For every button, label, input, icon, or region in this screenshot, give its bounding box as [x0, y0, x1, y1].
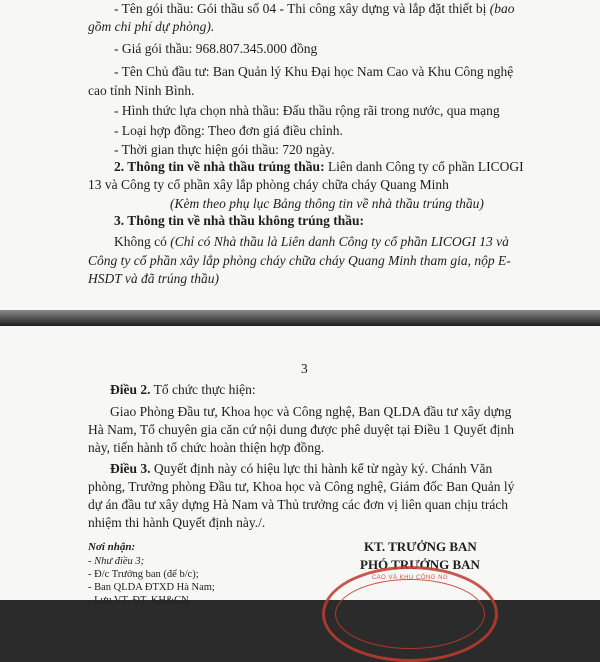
- article2-title: Tổ chức thực hiện:: [150, 382, 256, 397]
- article3-line-2: phòng, Trưởng phòng Đầu tư, Khoa học và Công nghệ, Giám đốc Ban Quản lý: [88, 479, 515, 494]
- recipient-item: - Ban QLDA ĐTXD Hà Nam;: [88, 582, 215, 593]
- section2-heading: 2. Thông tin về nhà thầu trúng thầu:: [114, 159, 325, 174]
- article3-line-1: [110, 460, 492, 478]
- page-number: 3: [301, 361, 308, 376]
- article3-heading: Điều 3.: [110, 461, 151, 476]
- package-name-text: - Tên gói thầu: Gói thầu số 04 - Thi công xây dựng và lắp đặt thiết bị: [114, 1, 490, 16]
- page-gap: [0, 310, 600, 326]
- article3-text: Quyết định này có hiệu lực thi hành kể từ ngày ký. Chánh Văn: [150, 461, 493, 476]
- section3-heading: 3. Thông tin về nhà thầu không trúng thầu:: [114, 213, 364, 228]
- official-seal: [322, 566, 498, 662]
- package-name-italic: (bao: [489, 1, 515, 16]
- recipient-item: - Như điều 3;: [88, 556, 145, 567]
- section2-text: Liên danh Công ty cổ phần LICOGI: [324, 159, 524, 174]
- signature-title-1: KT. TRƯỞNG BAN: [364, 539, 477, 554]
- article2-para-1: Giao Phòng Đầu tư, Khoa học và Công nghệ, Ban QLDA đầu tư xây dựng: [110, 404, 512, 419]
- package-price: - Giá gói thầu: 968.807.345.000 đồng: [114, 41, 318, 56]
- section2-line-2: 13 và Công ty cổ phần xây lắp phòng cháy chữa cháy Quang Minh: [88, 177, 449, 192]
- section3-note: (Chỉ có Nhà thầu là Liên danh Công ty cổ phần LICOGI 13 và: [170, 234, 509, 249]
- section3-line-1: [114, 233, 509, 251]
- article3-line-3: dự án đầu tư xây dựng Hà Nam và Thủ trưởng các đơn vị liên quan chịu trách: [88, 497, 509, 512]
- section3-line-2: Công ty cổ phần xây lắp phòng cháy chữa cháy Quang Minh tham gia, nộp E-: [88, 253, 511, 268]
- section3-none: Không có: [114, 234, 171, 249]
- document-page-top: [0, 0, 600, 310]
- section2-line-1: [114, 158, 524, 176]
- article3-line-4: nhiệm thi hành Quyết định này./.: [88, 515, 266, 530]
- recipient-item: - Đ/c Trưởng ban (để b/c);: [88, 569, 199, 580]
- seal-inner-ring: [335, 579, 485, 649]
- investor-line-2: cao tỉnh Ninh Bình.: [88, 83, 195, 98]
- selection-method: - Hình thức lựa chọn nhà thầu: Đấu thầu rộng rãi trong nước, qua mạng: [114, 103, 500, 118]
- package-name-line-2: gồm chi phí dự phòng).: [88, 19, 215, 34]
- section3-line-3: HSDT và đã trúng thầu): [88, 271, 220, 286]
- document-page-bottom: [0, 326, 600, 606]
- article2-heading: Điều 2.: [110, 382, 151, 397]
- recipients-title: Nơi nhận:: [88, 541, 136, 553]
- section2-attachment: (Kèm theo phụ lục Bảng thông tin về nhà thầu trúng thầu): [170, 196, 484, 211]
- article2-para-2: Hà Nam, Tổ chuyên gia căn cứ nội dung được phê duyệt tại Điều 1 Quyết định: [88, 422, 515, 437]
- investor-line-1: - Tên Chủ đầu tư: Ban Quản lý Khu Đại học Nam Cao và Khu Công nghệ: [114, 64, 514, 79]
- recipient-item: - Lưu VT, ĐT, KH&CN.: [88, 595, 192, 606]
- signature-title-2: PHÓ TRƯỞNG BAN: [360, 557, 480, 572]
- package-name-line-1: [114, 0, 515, 18]
- contract-type: - Loại hợp đồng: Theo đơn giá điều chỉnh.: [114, 123, 343, 138]
- seal-text: CAO VÀ KHU CÔNG NG: [371, 575, 449, 581]
- article2-heading-line: [110, 381, 256, 399]
- duration: - Thời gian thực hiện gói thầu: 720 ngày.: [114, 142, 335, 157]
- article2-para-3: này, tiến hành tổ chức hoàn thiện hợp đồng.: [88, 440, 325, 455]
